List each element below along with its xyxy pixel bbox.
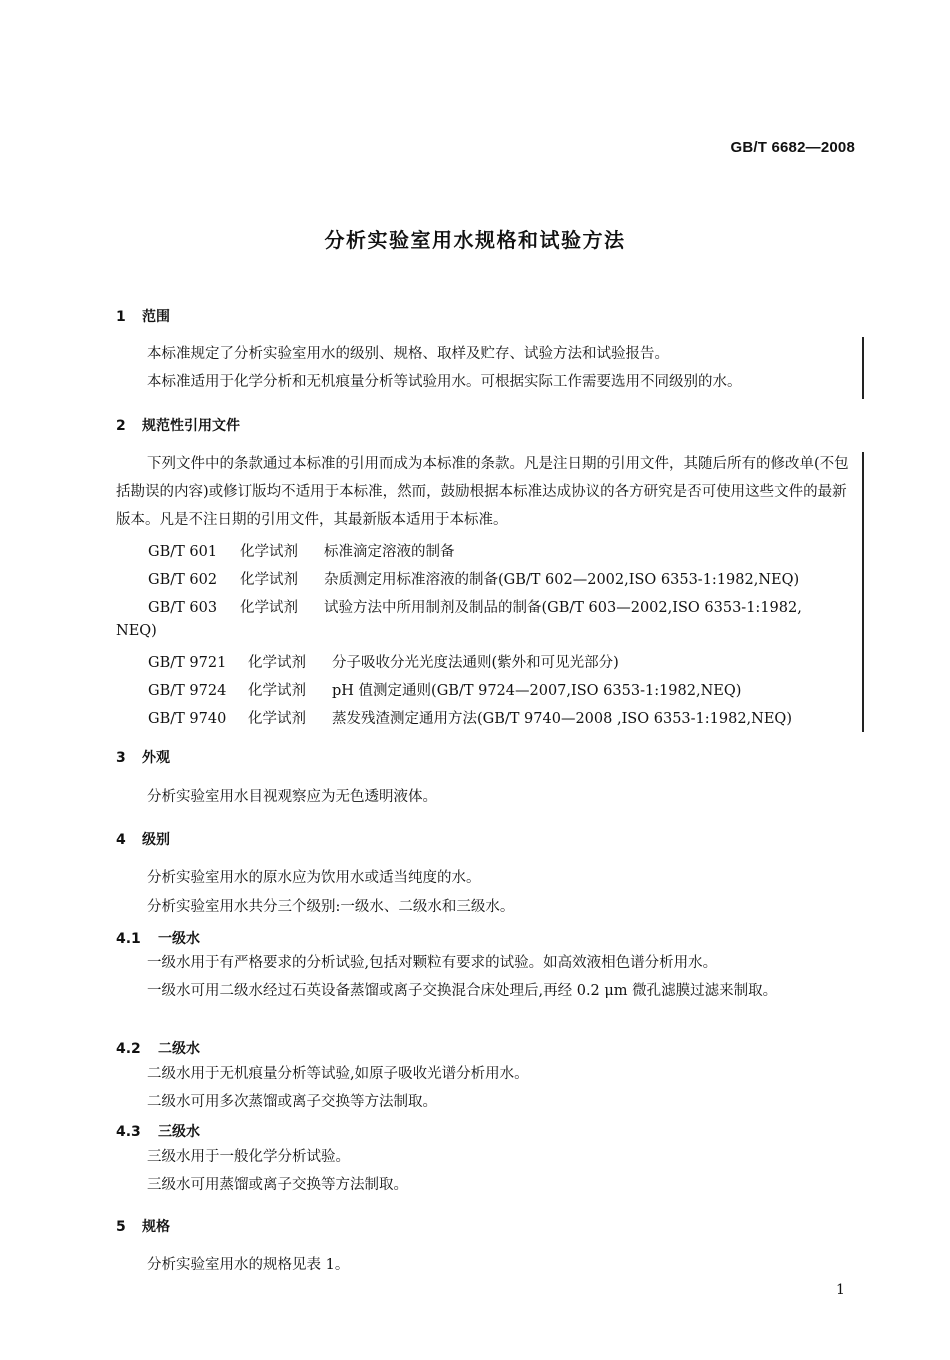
reference-category: 化学试剂 — [240, 600, 298, 616]
references-intro: 下列文件中的条款通过本标准的引用而成为本标准的条款。凡是注日期的引用文件，其随后所有的修改单(不包括勘误的内容)或修订版均不适用于本标准，然而，鼓励根据本标准达成协议的各方研究是否可使用这些文件的最新版本。凡是不注日期的引用文件，其最新版本适用于本标准。 — [116, 456, 849, 528]
subsection-heading-grade-2 — [116, 1038, 200, 1058]
reference-item — [148, 679, 741, 700]
section-heading-appearance — [116, 747, 170, 767]
change-bar — [862, 452, 864, 732]
reference-category: 化学试剂 — [240, 572, 298, 588]
paragraph: 分析实验室用水的规格见表 1。 — [147, 1257, 350, 1273]
page-number: 1 — [836, 1282, 845, 1298]
reference-category: 化学试剂 — [248, 655, 306, 671]
reference-item — [148, 568, 799, 589]
section-title: 规格 — [142, 1219, 170, 1235]
paragraph: 分析实验室用水的原水应为饮用水或适当纯度的水。 — [147, 870, 481, 886]
reference-item — [148, 651, 619, 672]
reference-text: pH 值测定通则(GB/T 9724—2007,ISO 6353-1:1982,NEQ) — [332, 683, 742, 699]
reference-continuation: NEQ) — [116, 623, 157, 639]
reference-code: GB/T 9721 — [148, 655, 227, 671]
reference-category: 化学试剂 — [240, 544, 298, 560]
section-number: 5 — [116, 1219, 126, 1235]
paragraph: 二级水可用多次蒸馏或离子交换等方法制取。 — [147, 1094, 437, 1110]
reference-text: 蒸发残渣测定通用方法(GB/T 9740—2008 ,ISO 6353-1:1982,NEQ) — [332, 711, 792, 727]
paragraph: 三级水用于一般化学分析试验。 — [147, 1149, 350, 1165]
section-number: 4 — [116, 832, 126, 848]
reference-item — [148, 540, 455, 561]
reference-code: GB/T 9740 — [148, 711, 227, 727]
section-number: 1 — [116, 309, 126, 325]
reference-code: GB/T 601 — [148, 544, 218, 560]
paragraph: 分析实验室用水目视观察应为无色透明液体。 — [147, 789, 437, 805]
paragraph: 本标准适用于化学分析和无机痕量分析等试验用水。可根据实际工作需要选用不同级别的水。 — [147, 374, 742, 390]
reference-item — [148, 596, 802, 617]
paragraph: 三级水可用蒸馏或离子交换等方法制取。 — [147, 1177, 408, 1193]
reference-code: GB/T 602 — [148, 572, 218, 588]
section-title: 外观 — [142, 750, 170, 766]
paragraph: 一级水可用二级水经过石英设备蒸馏或离子交换混合床处理后,再经 0.2 μm 微孔滤膜过滤来制取。 — [147, 983, 778, 999]
section-title: 规范性引用文件 — [142, 418, 240, 434]
section-heading-references — [116, 415, 240, 435]
subsection-title: 二级水 — [158, 1041, 200, 1057]
section-heading-scope — [116, 306, 170, 326]
paragraph: 本标准规定了分析实验室用水的级别、规格、取样及贮存、试验方法和试验报告。 — [147, 346, 669, 362]
subsection-title: 三级水 — [158, 1124, 200, 1140]
paragraph: 一级水用于有严格要求的分析试验,包括对颗粒有要求的试验。如高效液相色谱分析用水。 — [147, 955, 718, 971]
subsection-number: 4.2 — [116, 1041, 141, 1057]
subsection-number: 4.1 — [116, 931, 141, 947]
reference-category: 化学试剂 — [248, 683, 306, 699]
subsection-heading-grade-1 — [116, 928, 200, 948]
paragraph: 二级水用于无机痕量分析等试验,如原子吸收光谱分析用水。 — [147, 1066, 529, 1082]
section-heading-specification — [116, 1216, 170, 1236]
change-bar — [862, 337, 864, 399]
reference-code: GB/T 9724 — [148, 683, 227, 699]
reference-category: 化学试剂 — [248, 711, 306, 727]
reference-text: 标准滴定溶液的制备 — [324, 544, 455, 560]
section-title: 范围 — [142, 309, 170, 325]
standard-code: GB/T 6682—2008 — [730, 139, 855, 156]
section-number: 3 — [116, 750, 126, 766]
reference-code: GB/T 603 — [148, 600, 218, 616]
section-number: 2 — [116, 418, 126, 434]
paragraph: 分析实验室用水共分三个级别:一级水、二级水和三级水。 — [147, 899, 515, 915]
subsection-heading-grade-3 — [116, 1121, 200, 1141]
document-title: 分析实验室用水规格和试验方法 — [324, 228, 626, 252]
reference-item — [148, 707, 792, 728]
section-title: 级别 — [142, 832, 170, 848]
reference-text: 分子吸收分光光度法通则(紫外和可见光部分) — [332, 655, 619, 671]
subsection-title: 一级水 — [158, 931, 200, 947]
subsection-number: 4.3 — [116, 1124, 141, 1140]
reference-text: 试验方法中所用制剂及制品的制备(GB/T 603—2002,ISO 6353-1:1982, — [324, 600, 802, 616]
reference-text: 杂质测定用标准溶液的制备(GB/T 602—2002,ISO 6353-1:1982,NEQ) — [324, 572, 800, 588]
section-heading-grades — [116, 829, 170, 849]
